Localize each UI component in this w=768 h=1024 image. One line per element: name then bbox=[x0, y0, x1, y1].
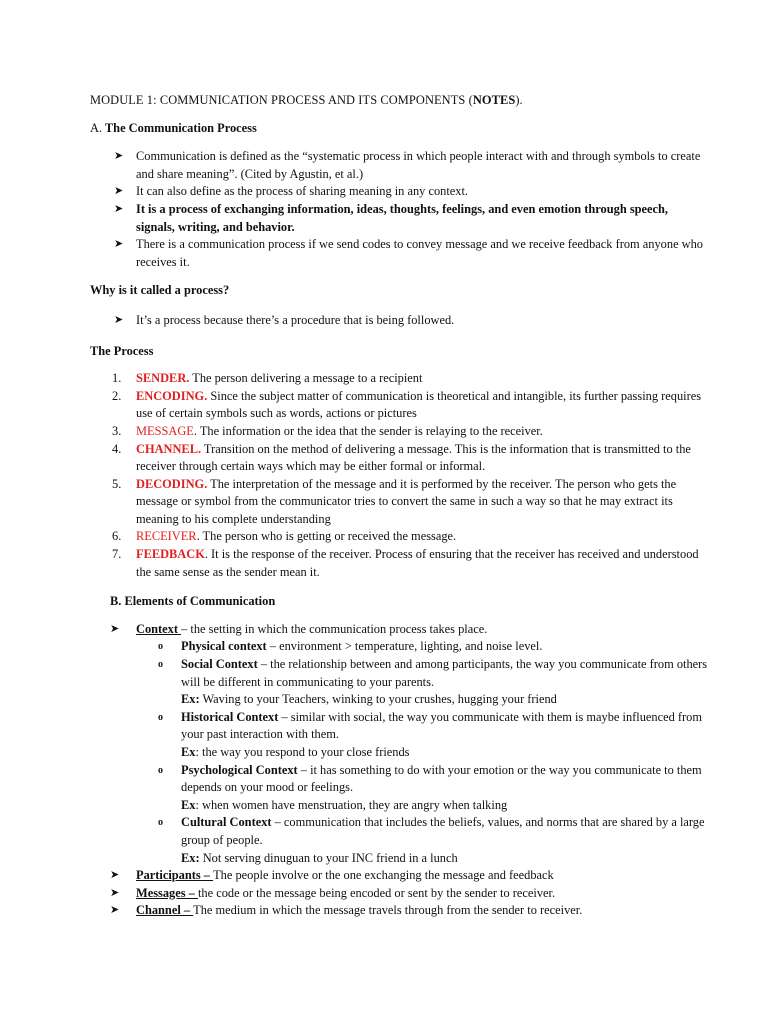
example-text: Waving to your Teachers, winking to your crushes, hugging your friend bbox=[199, 692, 557, 707]
step-text: Transition on the method of delivering a message. This is the information that is transmitted to the receiver through certain ways which may be either formal or informal. bbox=[136, 441, 691, 474]
section-a-heading bbox=[90, 120, 708, 138]
sub-text: – it has something to do with your emotion or the way you communicate to them depends on your mood or feelings. bbox=[181, 762, 702, 795]
step-number: 7. bbox=[112, 547, 122, 562]
example-label: Ex bbox=[181, 745, 196, 759]
example-text: : the way you respond to your close friends bbox=[195, 745, 410, 759]
list-item-text: It is a process of exchanging information, ideas, thoughts, feelings, and even emotion through speech, signals, writing, and behavior. bbox=[136, 201, 669, 234]
example-text: : when women have menstruation, they are angry when talking bbox=[195, 797, 508, 812]
context-physical bbox=[136, 638, 708, 656]
arrow-bullet-icon: ➤ bbox=[114, 202, 124, 215]
element-channel bbox=[90, 902, 708, 920]
step-text: . The person who is getting or received the message. bbox=[196, 529, 457, 544]
process-heading: The Process bbox=[90, 343, 154, 358]
step-term: RECEIVER bbox=[136, 529, 197, 544]
sub-term: Physical context bbox=[181, 639, 267, 654]
circle-bullet-icon: o bbox=[158, 764, 163, 776]
step-text: . It is the response of the receiver. Process of ensuring that the receiver has received and understood the same sense as the sender mean it. bbox=[136, 547, 699, 579]
sub-text: – environment > temperature, lighting, and noise level. bbox=[266, 639, 543, 654]
step-text: The interpretation of the message and it is performed by the receiver. The person who gets the message or symbol from the communicator tries to convert the same in such a way so that he may extract its meaning to his complete understanding bbox=[136, 476, 677, 526]
title-end: ). bbox=[515, 93, 523, 107]
sub-text: – similar with social, the way you communicate with them is maybe influenced from your past interaction with them. bbox=[181, 709, 702, 742]
arrow-bullet-icon: ➤ bbox=[110, 869, 120, 882]
element-participants bbox=[90, 867, 708, 885]
element-term: Context bbox=[136, 621, 182, 636]
sub-text: – the relationship between and among participants, the way you communicate from others will be different in communicating to your parents. bbox=[181, 657, 708, 689]
element-text: The medium in which the message travels through from the sender to receiver. bbox=[193, 903, 583, 918]
list-item-text: It’s a process because there’s a procedure that is being followed. bbox=[136, 312, 455, 327]
list-item-text: Communication is defined as the “systematic process in which people interact with and through symbols to create and share meaning”. (Cited by Agustin, et al.) bbox=[136, 149, 701, 181]
sub-text: – communication that includes the beliefs, values, and norms that are shared by a large group of people. bbox=[181, 815, 705, 847]
circle-bullet-icon: o bbox=[158, 711, 163, 723]
process-step-decoding bbox=[90, 476, 708, 529]
step-text: Since the subject matter of communication is theoretical and intangible, its further passing requires use of certain symbols such as words, actions or pictures bbox=[136, 388, 702, 421]
arrow-bullet-icon: ➤ bbox=[110, 622, 120, 635]
element-messages bbox=[90, 885, 708, 903]
elements-list bbox=[90, 621, 708, 920]
step-term: CHANNEL. bbox=[136, 441, 202, 456]
arrow-bullet-icon: ➤ bbox=[114, 150, 124, 163]
list-item bbox=[90, 312, 708, 330]
element-text: – the setting in which the communication process takes place. bbox=[181, 621, 488, 636]
process-step-feedback bbox=[90, 546, 708, 581]
step-term: FEEDBACK bbox=[136, 547, 205, 562]
step-term: SENDER. bbox=[136, 371, 190, 386]
context-social bbox=[136, 656, 708, 709]
sub-term: Cultural Context bbox=[181, 815, 272, 830]
sub-term: Social Context bbox=[181, 657, 258, 672]
circle-bullet-icon: o bbox=[158, 641, 163, 653]
list-item-text: There is a communication process if we send codes to convey message and we receive feedback from anyone who receives it. bbox=[136, 237, 703, 269]
arrow-bullet-icon: ➤ bbox=[110, 904, 120, 917]
step-text: The person delivering a message to a recipient bbox=[189, 371, 423, 386]
section-b-heading: B. Elements of Communication bbox=[110, 594, 276, 609]
element-term: Participants – bbox=[136, 868, 214, 883]
step-number: 6. bbox=[112, 529, 122, 544]
section-a-letter: A. bbox=[90, 120, 103, 135]
circle-bullet-icon: o bbox=[158, 659, 163, 671]
element-context bbox=[90, 621, 708, 867]
page-title bbox=[90, 92, 708, 110]
process-step-receiver bbox=[90, 528, 708, 546]
why-heading: Why is it called a process? bbox=[90, 283, 230, 298]
arrow-bullet-icon: ➤ bbox=[110, 886, 120, 899]
step-term: MESSAGE bbox=[136, 423, 194, 438]
list-item bbox=[90, 236, 708, 271]
process-step-sender bbox=[90, 370, 708, 388]
title-notes: NOTES bbox=[472, 93, 516, 107]
section-a-list bbox=[90, 148, 708, 271]
arrow-bullet-icon: ➤ bbox=[114, 185, 124, 198]
step-term: DECODING. bbox=[136, 476, 208, 491]
step-term: ENCODING. bbox=[136, 388, 208, 403]
example-text: Not serving dinuguan to your INC friend in a lunch bbox=[199, 850, 458, 865]
list-item bbox=[90, 148, 708, 183]
context-historical bbox=[136, 709, 708, 762]
element-text: the code or the message being encoded or sent by the sender to receiver. bbox=[197, 885, 556, 900]
circle-bullet-icon: o bbox=[158, 817, 163, 829]
element-text: The people involve or the one exchanging the message and feedback bbox=[213, 868, 554, 883]
process-step-message bbox=[90, 423, 708, 441]
arrow-bullet-icon: ➤ bbox=[114, 238, 124, 251]
example-label: Ex bbox=[181, 797, 196, 812]
list-item bbox=[90, 183, 708, 201]
process-steps bbox=[90, 370, 708, 581]
step-text: . The information or the idea that the sender is relaying to the receiver. bbox=[193, 423, 543, 438]
arrow-bullet-icon: ➤ bbox=[114, 313, 124, 326]
process-step-encoding bbox=[90, 388, 708, 423]
step-number: 5. bbox=[112, 476, 122, 491]
element-term: Channel – bbox=[136, 903, 194, 918]
section-a-title: The Communication Process bbox=[104, 120, 257, 135]
step-number: 2. bbox=[112, 388, 122, 403]
list-item bbox=[90, 201, 708, 236]
title-main: MODULE 1: COMMUNICATION PROCESS AND ITS COMPONENTS ( bbox=[90, 93, 473, 107]
step-number: 4. bbox=[112, 441, 122, 456]
element-term: Messages – bbox=[136, 885, 198, 900]
sub-term: Psychological Context bbox=[181, 762, 298, 777]
context-sublist bbox=[136, 638, 708, 867]
step-number: 3. bbox=[112, 423, 122, 438]
step-number: 1. bbox=[112, 371, 122, 386]
example-label: Ex: bbox=[181, 850, 200, 865]
why-list bbox=[90, 312, 708, 330]
sub-term: Historical Context bbox=[181, 709, 279, 724]
context-psychological bbox=[136, 762, 708, 815]
process-step-channel bbox=[90, 441, 708, 476]
example-label: Ex: bbox=[181, 692, 200, 707]
list-item-text: It can also define as the process of sharing meaning in any context. bbox=[136, 184, 469, 199]
context-cultural bbox=[136, 814, 708, 867]
